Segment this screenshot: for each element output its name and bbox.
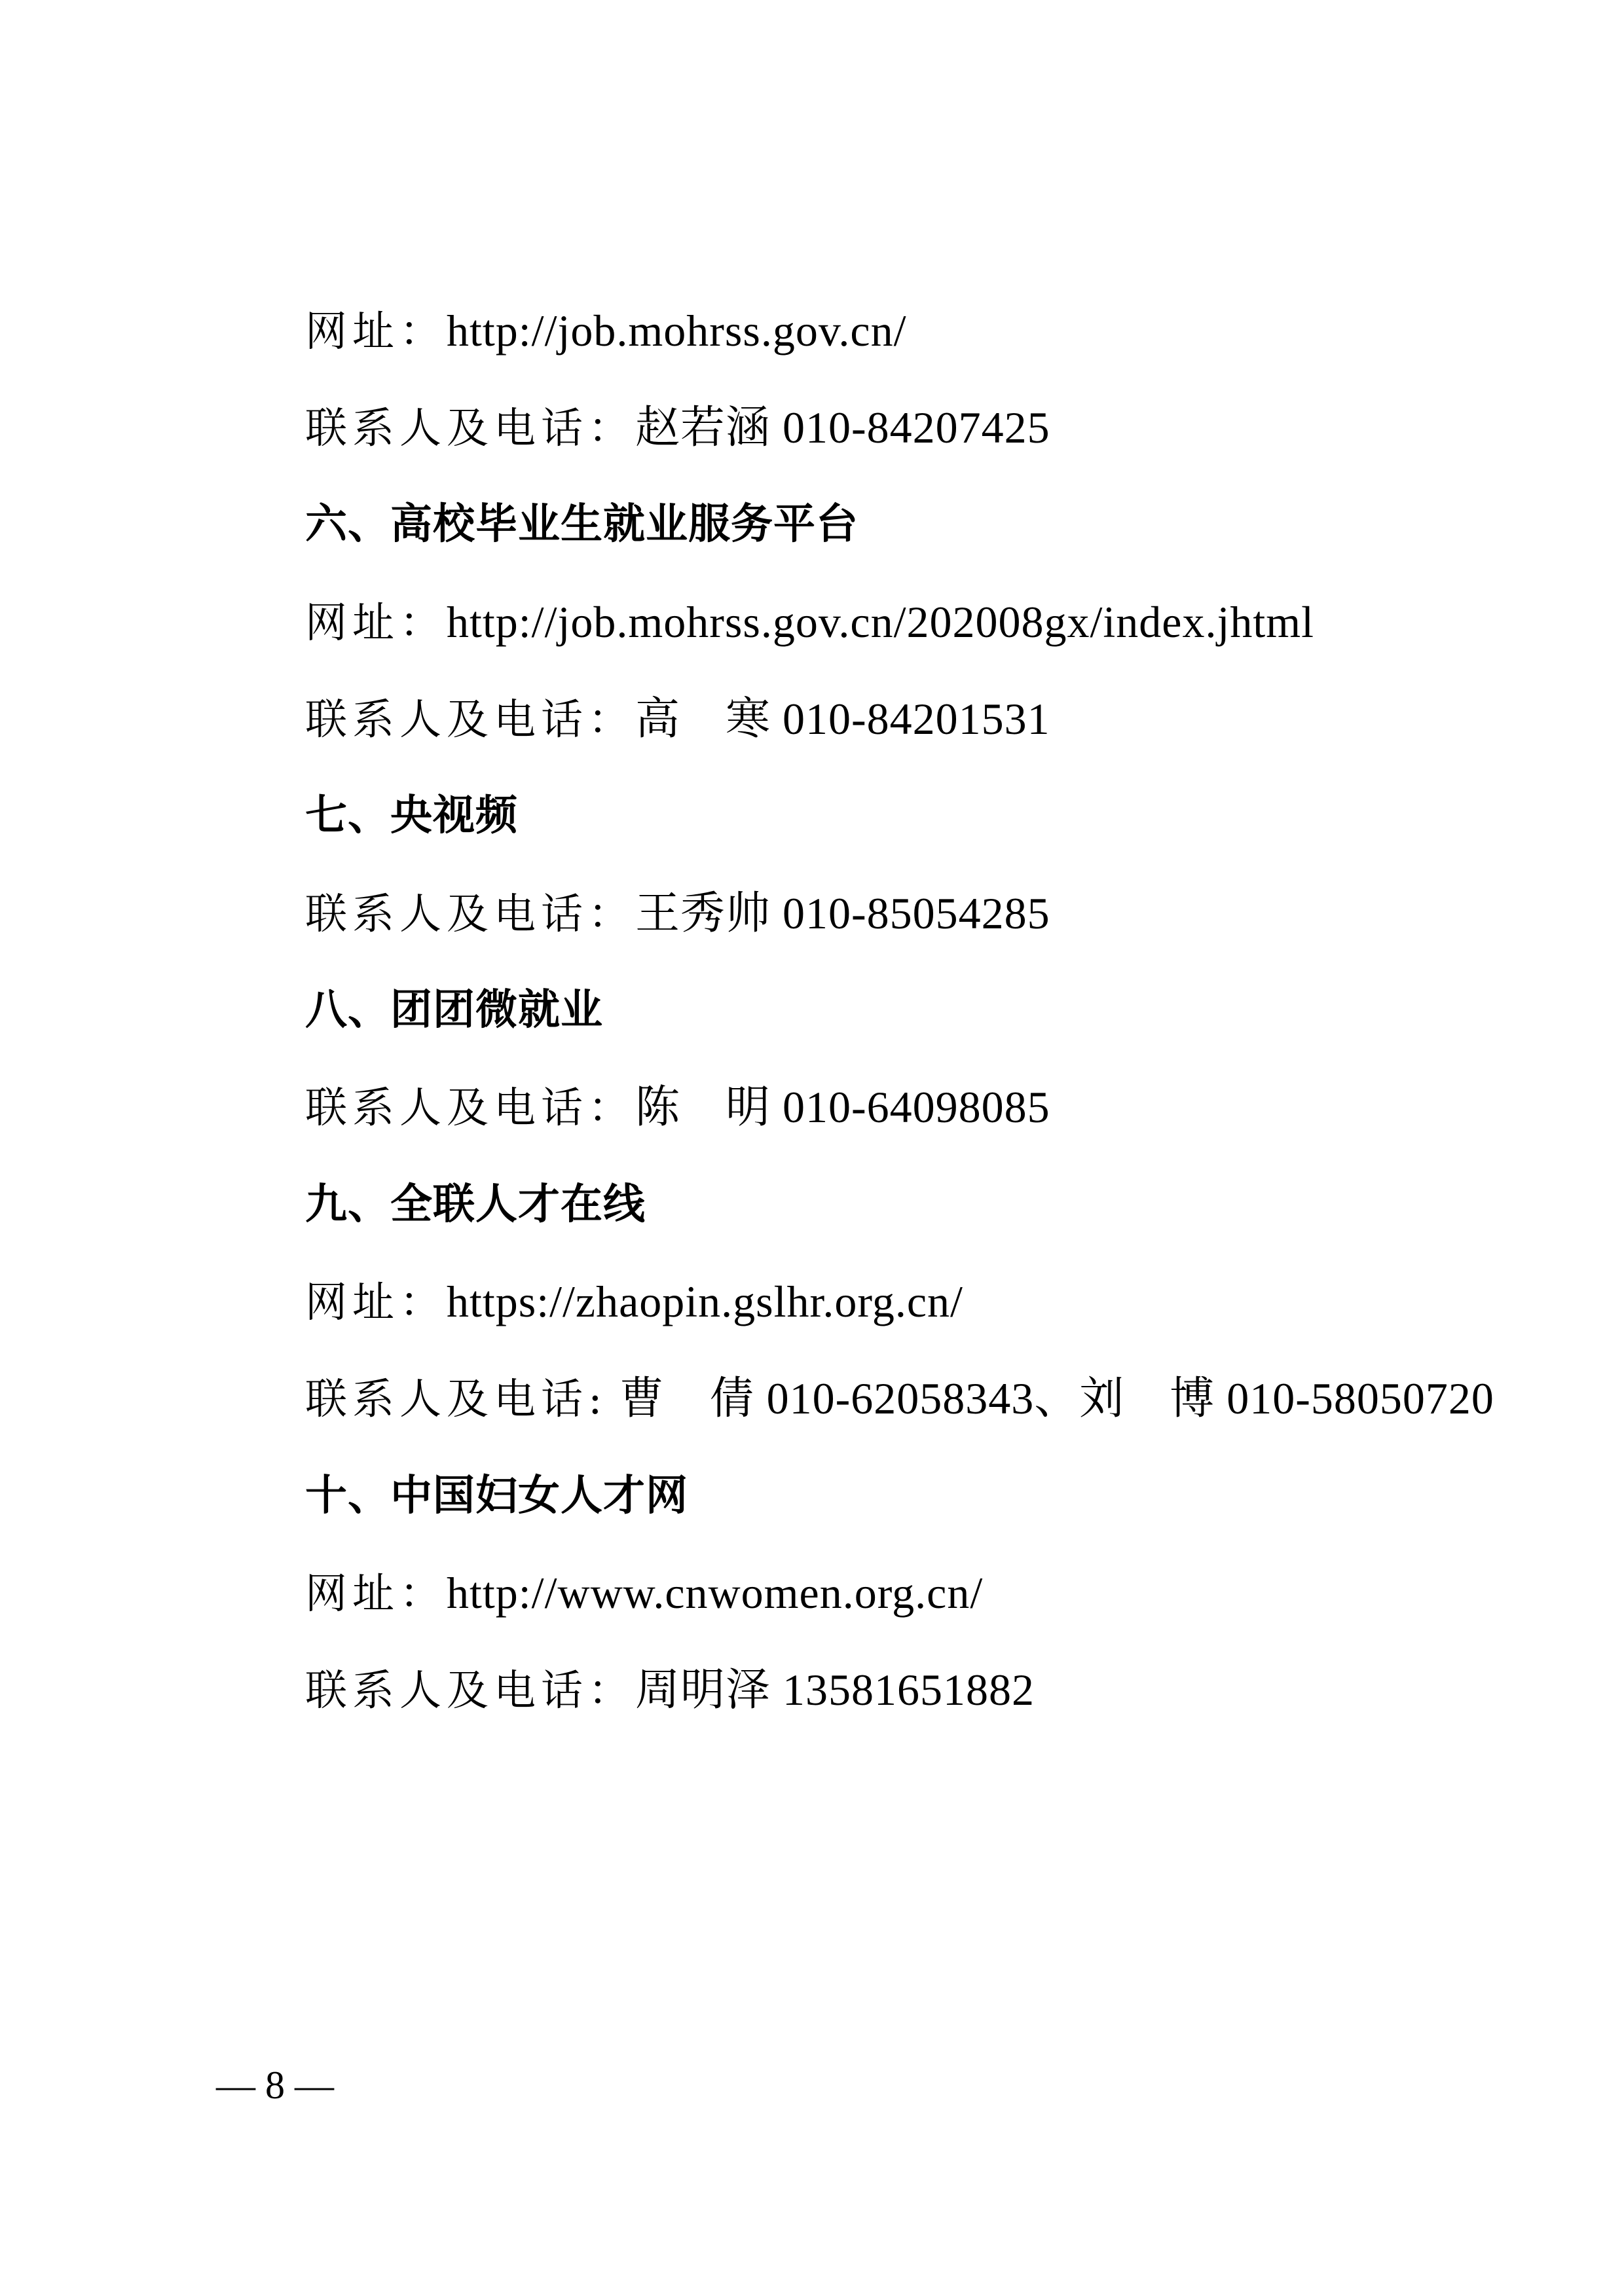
contact-line — [305, 1362, 1494, 1434]
contact-label: 联系人及电话: — [305, 1376, 608, 1424]
section-heading-9: 九、全联人才在线 — [305, 1180, 646, 1229]
contact-value: 曹 倩 010-62058343、刘 博 010-58050720 — [607, 1374, 1494, 1423]
contact-line — [305, 392, 1050, 464]
website-label: 网址： — [305, 599, 447, 647]
contact-line — [305, 877, 1050, 949]
section-heading-8: 八、团团微就业 — [305, 986, 603, 1034]
contact-line — [305, 1654, 1035, 1726]
website-label: 网址： — [305, 308, 447, 356]
page-number: — 8 — — [216, 2064, 334, 2107]
contact-value: 周明泽 13581651882 — [635, 1665, 1035, 1715]
website-line — [305, 1266, 963, 1338]
contact-value: 陈 明 010-64098085 — [635, 1082, 1050, 1132]
website-url: http://job.mohrss.gov.cn/202008gx/index.jhtml — [447, 597, 1315, 647]
website-url: http://job.mohrss.gov.cn/ — [447, 306, 907, 355]
contact-line — [305, 1071, 1050, 1143]
contact-label: 联系人及电话： — [305, 1667, 635, 1715]
contact-label: 联系人及电话： — [305, 405, 635, 453]
contact-line — [305, 683, 1050, 755]
website-label: 网址： — [305, 1570, 447, 1618]
section-heading-10: 十、中国妇女人才网 — [305, 1472, 688, 1520]
contact-label: 联系人及电话： — [305, 1084, 635, 1133]
section-heading-7: 七、央视频 — [305, 792, 518, 840]
website-url: http://www.cnwomen.org.cn/ — [447, 1568, 984, 1618]
website-line — [305, 295, 906, 367]
contact-value: 赵若涵 010-84207425 — [635, 403, 1050, 452]
website-label: 网址： — [305, 1279, 447, 1327]
contact-label: 联系人及电话： — [305, 696, 635, 744]
contact-label: 联系人及电话： — [305, 890, 635, 939]
website-line — [305, 586, 1314, 658]
website-url: https://zhaopin.gslhr.org.cn/ — [447, 1277, 963, 1326]
contact-value: 高 寒 010-84201531 — [635, 694, 1050, 744]
section-heading-6: 六、高校毕业生就业服务平台 — [305, 500, 858, 549]
website-line — [305, 1557, 983, 1629]
contact-value: 王秀帅 010-85054285 — [635, 888, 1050, 938]
